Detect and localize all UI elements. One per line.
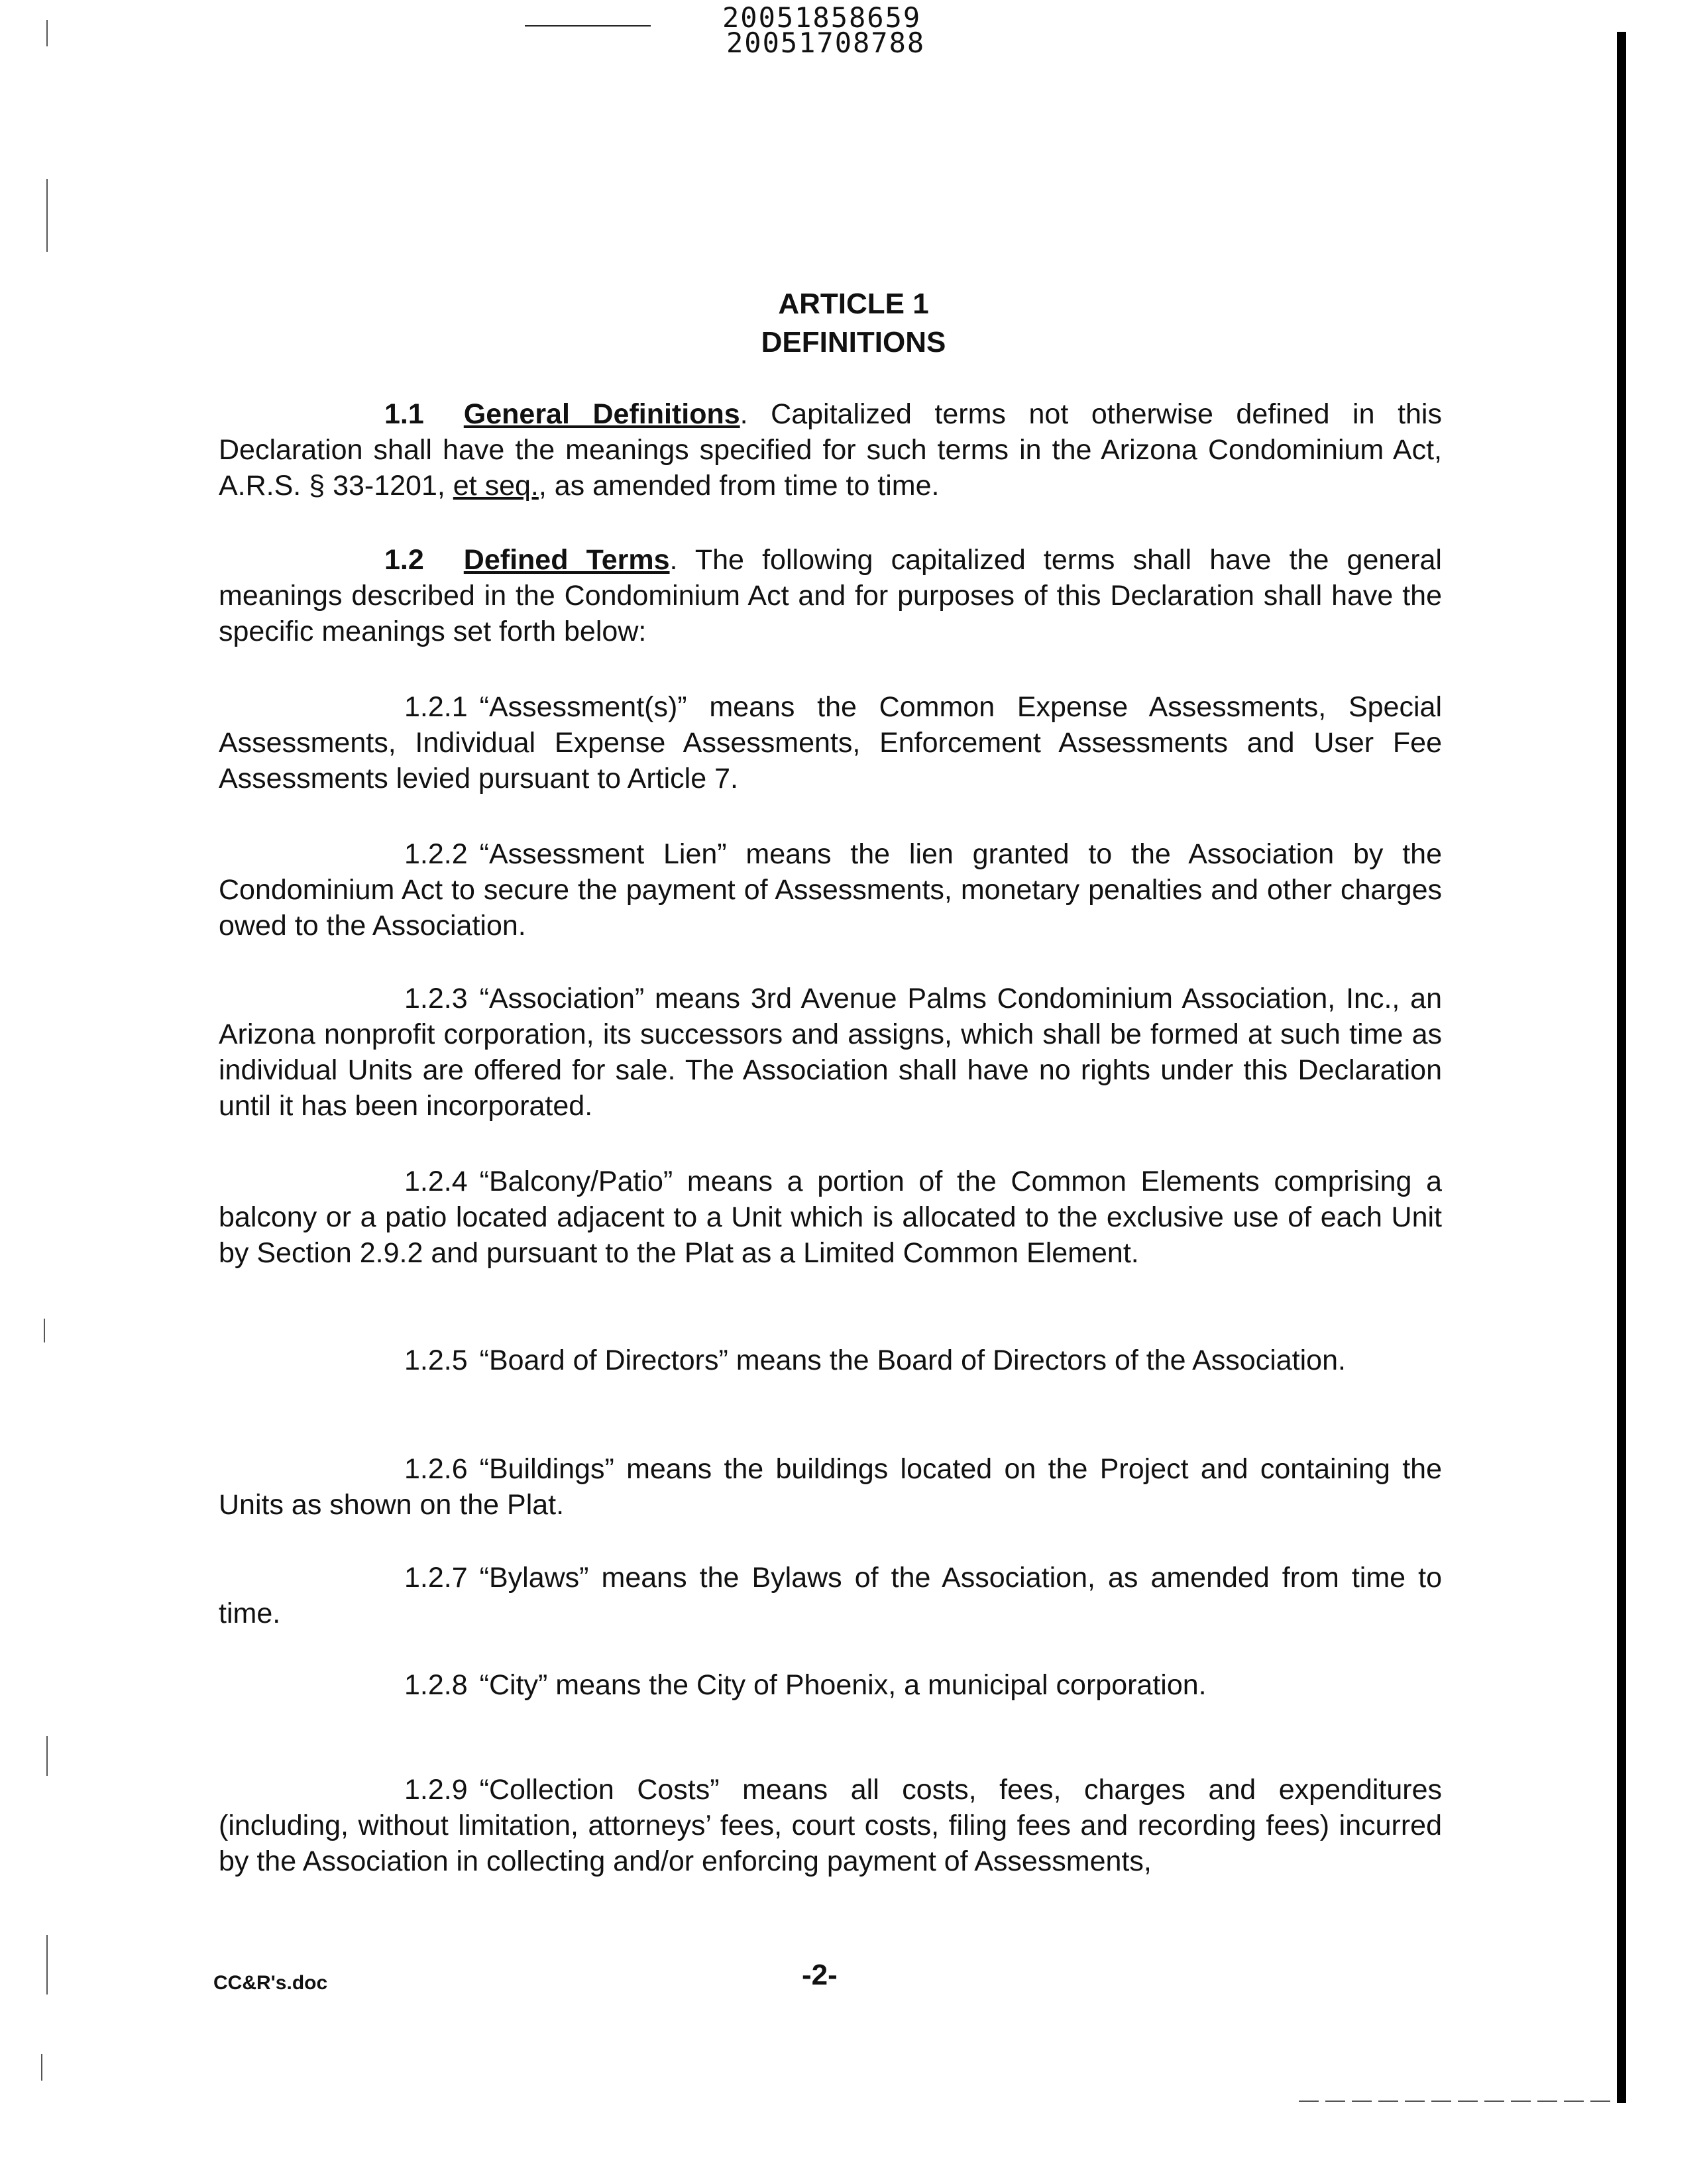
definition-1-2-4 bbox=[219, 1164, 1442, 1271]
section-heading: Defined Terms bbox=[463, 544, 670, 576]
definition-text: “Buildings” means the buildings located on the Project and containing the Units as shown on the Plat. bbox=[219, 1453, 1442, 1521]
scan-edge-mark bbox=[44, 1319, 45, 1342]
definition-number: 1.2.3 bbox=[404, 983, 468, 1014]
definition-text: “Bylaws” means the Bylaws of the Association, as amended from time to time. bbox=[219, 1562, 1442, 1629]
section-number: 1.1 bbox=[384, 398, 424, 430]
definition-1-2-9 bbox=[219, 1772, 1442, 1879]
definition-number: 1.2.8 bbox=[404, 1669, 468, 1701]
definition-text: “Assessment Lien” means the lien granted to the Association by the Condominium Act to secure the payment of Assessments, monetary penalties and other charges owed to the Association. bbox=[219, 838, 1442, 942]
definition-1-2-3 bbox=[219, 981, 1442, 1124]
scan-edge-mark bbox=[41, 2054, 42, 2081]
definition-number: 1.2.9 bbox=[404, 1774, 468, 1806]
section-text: . The following capitalized terms shall have the general meanings described in the Condominium Act and for purposes of this Declaration shall have the specific meanings set forth below: bbox=[219, 544, 1442, 647]
definition-text: “Balcony/Patio” means a portion of the Common Elements comprising a balcony or a patio located adjacent to a Unit which is allocated to the exclusive use of each Unit by Section 2.9.2 and pursuant to the Plat as a Limited Common Element. bbox=[219, 1166, 1442, 1269]
definition-text: “City” means the City of Phoenix, a municipal corporation. bbox=[479, 1669, 1207, 1701]
header-rule bbox=[525, 25, 651, 27]
section-text-end: , as amended from time to time. bbox=[538, 470, 940, 502]
scan-edge-mark bbox=[46, 179, 48, 252]
definition-1-2-7 bbox=[219, 1560, 1442, 1631]
scan-edge-mark bbox=[46, 1736, 48, 1776]
definition-1-2-1 bbox=[219, 689, 1442, 796]
scan-edge-mark bbox=[46, 1935, 48, 1994]
definition-number: 1.2.4 bbox=[404, 1166, 468, 1197]
definition-text: “Association” means 3rd Avenue Palms Condominium Association, Inc., an Arizona nonprofit corporation, its successors and assigns, which shall be formed at such time as individual Units are offered for sale. The Association shall have no rights under this Declaration until it has been incorporated. bbox=[219, 983, 1442, 1122]
citation-et-seq: et seq. bbox=[453, 470, 539, 502]
section-1-1 bbox=[219, 396, 1442, 504]
footer-filename: CC&R's.doc bbox=[213, 1972, 328, 1994]
definition-1-2-6 bbox=[219, 1451, 1442, 1523]
definition-1-2-8 bbox=[219, 1667, 1442, 1703]
article-title: ARTICLE 1 bbox=[778, 288, 929, 320]
definition-text: “Board of Directors” means the Board of Directors of the Association. bbox=[479, 1344, 1346, 1376]
recording-number-2: 20051708788 bbox=[726, 27, 926, 59]
definition-number: 1.2.6 bbox=[404, 1453, 468, 1485]
definition-number: 1.2.1 bbox=[404, 691, 468, 723]
recording-number-1: 20051858659 bbox=[722, 1, 922, 34]
definition-1-2-5 bbox=[219, 1342, 1442, 1378]
section-number: 1.2 bbox=[384, 544, 424, 576]
definition-1-2-2 bbox=[219, 836, 1442, 944]
section-text: . Capitalized terms not otherwise defined in this Declaration shall have the meanings specified for such terms in the Arizona Condominium Act, A.R.S. § 33-1201, bbox=[219, 398, 1442, 502]
article-subtitle: DEFINITIONS bbox=[761, 326, 946, 358]
definition-number: 1.2.5 bbox=[404, 1344, 468, 1376]
section-heading: General Definitions bbox=[463, 398, 740, 430]
definition-number: 1.2.7 bbox=[404, 1562, 468, 1594]
section-1-2 bbox=[219, 542, 1442, 649]
scan-dash-line bbox=[1299, 2101, 1610, 2102]
page-number: -2- bbox=[802, 1959, 838, 1991]
definition-text: “Assessment(s)” means the Common Expense Assessments, Special Assessments, Individual Expense Assessments, Enforcement Assessments and User Fee Assessments levied pursuant to Article 7. bbox=[219, 691, 1442, 794]
scan-edge-mark bbox=[46, 20, 48, 46]
definition-text: “Collection Costs” means all costs, fees, charges and expenditures (including, without limitation, attorneys’ fees, court costs, filing fees and recording fees) incurred by the Association in collecting and/or enforcing payment of Assessments, bbox=[219, 1774, 1442, 1877]
definition-number: 1.2.2 bbox=[404, 838, 468, 870]
